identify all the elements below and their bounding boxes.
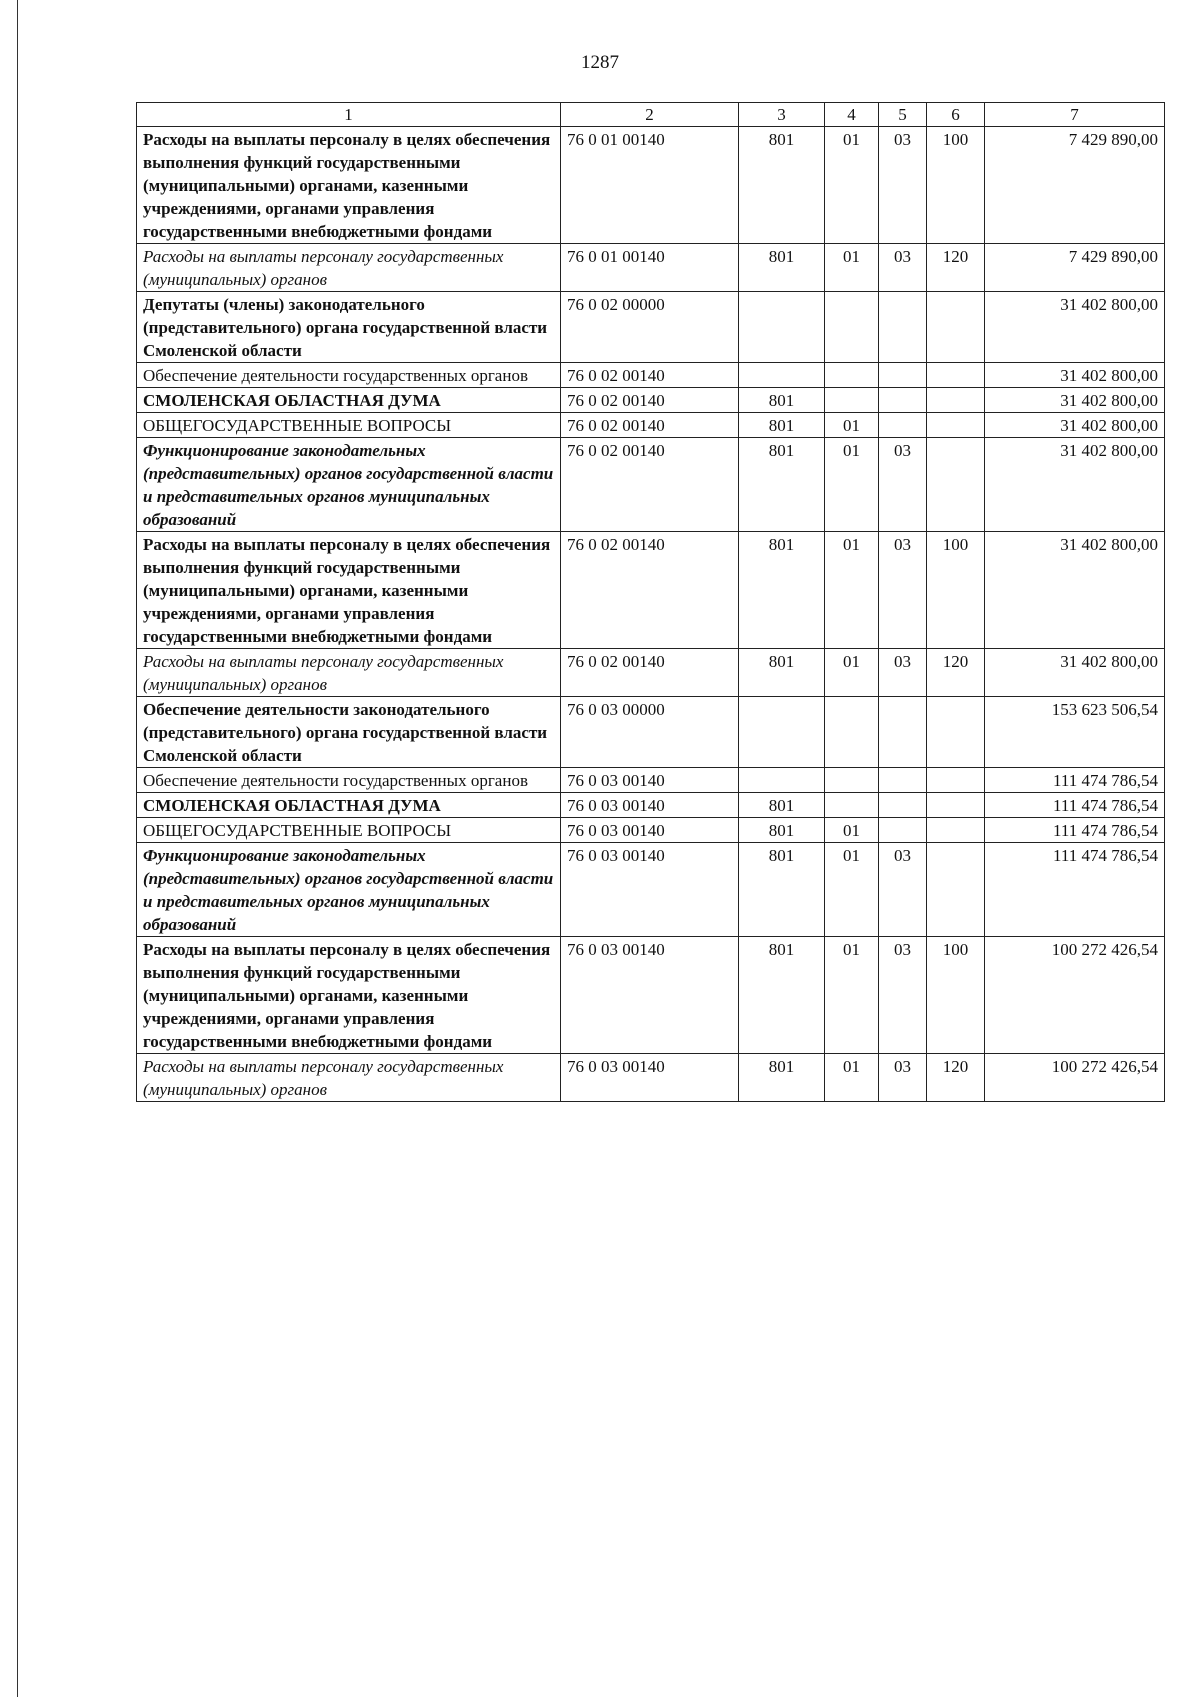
expense-type-code: 120 xyxy=(927,1054,985,1102)
page-margin-line xyxy=(17,0,18,1697)
table-header-row xyxy=(137,103,1165,127)
section-code xyxy=(825,768,879,793)
expense-type-code xyxy=(927,438,985,532)
section-code: 01 xyxy=(825,1054,879,1102)
subsection-code xyxy=(879,292,927,363)
section-code: 01 xyxy=(825,649,879,697)
section-code: 01 xyxy=(825,413,879,438)
header-col-2: 2 xyxy=(561,103,739,127)
expense-type-code: 100 xyxy=(927,127,985,244)
amount: 31 402 800,00 xyxy=(985,649,1165,697)
section-code: 01 xyxy=(825,438,879,532)
subsection-code: 03 xyxy=(879,532,927,649)
section-code: 01 xyxy=(825,937,879,1054)
table-row xyxy=(137,697,1165,768)
amount: 7 429 890,00 xyxy=(985,244,1165,292)
target-article-code: 76 0 02 00140 xyxy=(561,363,739,388)
target-article-code: 76 0 03 00140 xyxy=(561,768,739,793)
expense-name: СМОЛЕНСКАЯ ОБЛАСТНАЯ ДУМА xyxy=(137,793,561,818)
table-row xyxy=(137,244,1165,292)
header-col-5: 5 xyxy=(879,103,927,127)
amount: 111 474 786,54 xyxy=(985,793,1165,818)
target-article-code: 76 0 02 00140 xyxy=(561,388,739,413)
ministry-code xyxy=(739,768,825,793)
expense-type-code: 100 xyxy=(927,532,985,649)
header-col-7: 7 xyxy=(985,103,1165,127)
expense-name: СМОЛЕНСКАЯ ОБЛАСТНАЯ ДУМА xyxy=(137,388,561,413)
subsection-code xyxy=(879,388,927,413)
ministry-code: 801 xyxy=(739,1054,825,1102)
expense-type-code xyxy=(927,413,985,438)
expense-name: Расходы на выплаты персоналу в целях обеспечения выполнения функций государственными (муниципальными) органами, казенными учреждениями, органами управления государственными внебюджетными фондами xyxy=(137,937,561,1054)
ministry-code: 801 xyxy=(739,438,825,532)
target-article-code: 76 0 03 00000 xyxy=(561,697,739,768)
expense-name: Обеспечение деятельности законодательного (представительного) органа государственной власти Смоленской области xyxy=(137,697,561,768)
subsection-code xyxy=(879,768,927,793)
expense-type-code xyxy=(927,768,985,793)
expense-type-code: 120 xyxy=(927,649,985,697)
subsection-code: 03 xyxy=(879,438,927,532)
expense-type-code xyxy=(927,818,985,843)
subsection-code: 03 xyxy=(879,649,927,697)
table-row xyxy=(137,413,1165,438)
table-row xyxy=(137,818,1165,843)
ministry-code xyxy=(739,697,825,768)
subsection-code: 03 xyxy=(879,843,927,937)
table-row xyxy=(137,438,1165,532)
ministry-code: 801 xyxy=(739,649,825,697)
section-code: 01 xyxy=(825,244,879,292)
expense-name: Обеспечение деятельности государственных органов xyxy=(137,363,561,388)
subsection-code: 03 xyxy=(879,1054,927,1102)
target-article-code: 76 0 03 00140 xyxy=(561,1054,739,1102)
expense-type-code: 120 xyxy=(927,244,985,292)
target-article-code: 76 0 02 00140 xyxy=(561,413,739,438)
expense-type-code: 100 xyxy=(927,937,985,1054)
header-col-1: 1 xyxy=(137,103,561,127)
ministry-code: 801 xyxy=(739,413,825,438)
amount: 100 272 426,54 xyxy=(985,937,1165,1054)
section-code: 01 xyxy=(825,818,879,843)
amount: 31 402 800,00 xyxy=(985,438,1165,532)
expense-name: Обеспечение деятельности государственных органов xyxy=(137,768,561,793)
table-row xyxy=(137,363,1165,388)
budget-table xyxy=(136,102,1165,1102)
subsection-code xyxy=(879,818,927,843)
expense-name: ОБЩЕГОСУДАРСТВЕННЫЕ ВОПРОСЫ xyxy=(137,818,561,843)
table-row xyxy=(137,843,1165,937)
subsection-code xyxy=(879,413,927,438)
header-col-6: 6 xyxy=(927,103,985,127)
target-article-code: 76 0 03 00140 xyxy=(561,937,739,1054)
header-col-4: 4 xyxy=(825,103,879,127)
table-row xyxy=(137,768,1165,793)
subsection-code xyxy=(879,793,927,818)
target-article-code: 76 0 02 00140 xyxy=(561,438,739,532)
ministry-code: 801 xyxy=(739,244,825,292)
section-code xyxy=(825,292,879,363)
table-row xyxy=(137,388,1165,413)
amount: 153 623 506,54 xyxy=(985,697,1165,768)
table-row xyxy=(137,532,1165,649)
subsection-code xyxy=(879,363,927,388)
expense-name: Депутаты (члены) законодательного (представительного) органа государственной власти Смоленской области xyxy=(137,292,561,363)
expense-name: Функционирование законодательных (представительных) органов государственной власти и представительных органов муниципальных образований xyxy=(137,438,561,532)
section-code xyxy=(825,388,879,413)
ministry-code: 801 xyxy=(739,388,825,413)
amount: 7 429 890,00 xyxy=(985,127,1165,244)
amount: 111 474 786,54 xyxy=(985,818,1165,843)
ministry-code: 801 xyxy=(739,793,825,818)
header-col-3: 3 xyxy=(739,103,825,127)
table-body xyxy=(137,127,1165,1102)
amount: 31 402 800,00 xyxy=(985,388,1165,413)
section-code: 01 xyxy=(825,532,879,649)
target-article-code: 76 0 03 00140 xyxy=(561,843,739,937)
ministry-code: 801 xyxy=(739,532,825,649)
section-code: 01 xyxy=(825,843,879,937)
ministry-code: 801 xyxy=(739,127,825,244)
ministry-code: 801 xyxy=(739,937,825,1054)
expense-name: ОБЩЕГОСУДАРСТВЕННЫЕ ВОПРОСЫ xyxy=(137,413,561,438)
section-code xyxy=(825,697,879,768)
target-article-code: 76 0 02 00140 xyxy=(561,532,739,649)
amount: 31 402 800,00 xyxy=(985,532,1165,649)
table-row xyxy=(137,649,1165,697)
target-article-code: 76 0 01 00140 xyxy=(561,127,739,244)
section-code xyxy=(825,363,879,388)
expense-type-code xyxy=(927,388,985,413)
expense-name: Расходы на выплаты персоналу государственных (муниципальных) органов xyxy=(137,1054,561,1102)
subsection-code: 03 xyxy=(879,937,927,1054)
expense-name: Расходы на выплаты персоналу в целях обеспечения выполнения функций государственными (муниципальными) органами, казенными учреждениями, органами управления государственными внебюджетными фондами xyxy=(137,532,561,649)
ministry-code: 801 xyxy=(739,818,825,843)
section-code: 01 xyxy=(825,127,879,244)
page-number: 1287 xyxy=(581,52,619,73)
expense-type-code xyxy=(927,843,985,937)
expense-name: Расходы на выплаты персоналу государственных (муниципальных) органов xyxy=(137,649,561,697)
amount: 31 402 800,00 xyxy=(985,363,1165,388)
expense-type-code xyxy=(927,697,985,768)
expense-type-code xyxy=(927,793,985,818)
ministry-code: 801 xyxy=(739,843,825,937)
table-row xyxy=(137,793,1165,818)
ministry-code xyxy=(739,292,825,363)
amount: 111 474 786,54 xyxy=(985,768,1165,793)
table-row xyxy=(137,292,1165,363)
target-article-code: 76 0 02 00140 xyxy=(561,649,739,697)
expense-name: Расходы на выплаты персоналу в целях обеспечения выполнения функций государственными (муниципальными) органами, казенными учреждениями, органами управления государственными внебюджетными фондами xyxy=(137,127,561,244)
expense-name: Расходы на выплаты персоналу государственных (муниципальных) органов xyxy=(137,244,561,292)
amount: 111 474 786,54 xyxy=(985,843,1165,937)
amount: 31 402 800,00 xyxy=(985,413,1165,438)
ministry-code xyxy=(739,363,825,388)
expense-type-code xyxy=(927,292,985,363)
amount: 31 402 800,00 xyxy=(985,292,1165,363)
target-article-code: 76 0 03 00140 xyxy=(561,793,739,818)
target-article-code: 76 0 03 00140 xyxy=(561,818,739,843)
target-article-code: 76 0 01 00140 xyxy=(561,244,739,292)
expense-name: Функционирование законодательных (представительных) органов государственной власти и представительных органов муниципальных образований xyxy=(137,843,561,937)
subsection-code xyxy=(879,697,927,768)
target-article-code: 76 0 02 00000 xyxy=(561,292,739,363)
subsection-code: 03 xyxy=(879,127,927,244)
table-row xyxy=(137,1054,1165,1102)
section-code xyxy=(825,793,879,818)
amount: 100 272 426,54 xyxy=(985,1054,1165,1102)
table-row xyxy=(137,127,1165,244)
table-row xyxy=(137,937,1165,1054)
expense-type-code xyxy=(927,363,985,388)
subsection-code: 03 xyxy=(879,244,927,292)
